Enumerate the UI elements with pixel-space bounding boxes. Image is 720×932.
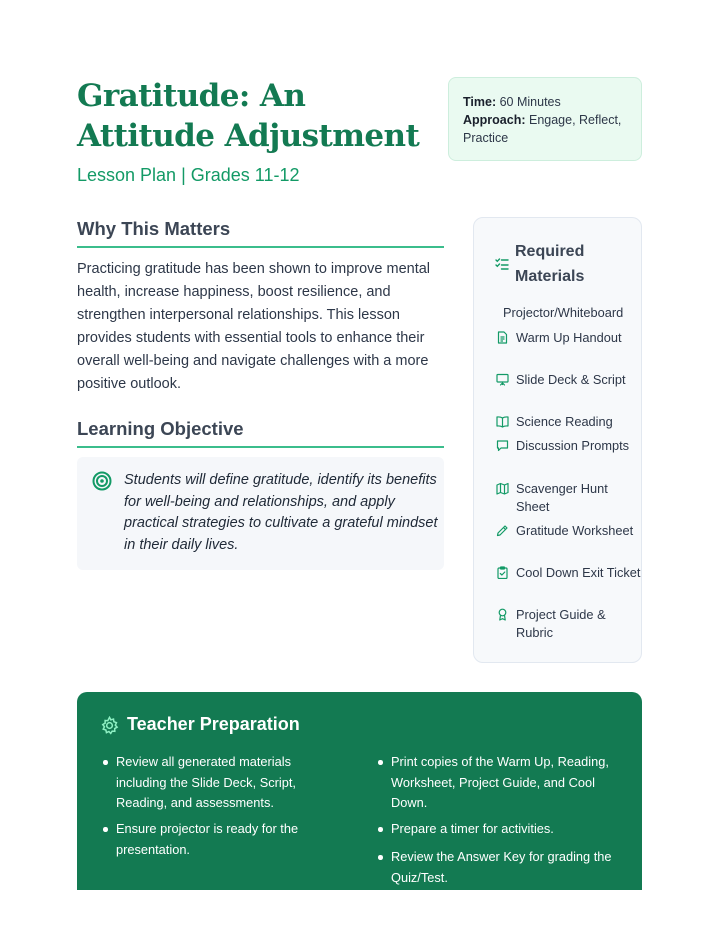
material-label: Gratitude Worksheet (516, 523, 634, 538)
materials-card (473, 217, 642, 663)
objective-heading: Learning Objective (77, 418, 444, 448)
why-heading: Why This Matters (77, 218, 444, 248)
gear-icon (100, 716, 119, 735)
checklist-icon (495, 257, 509, 271)
material-label: Science Reading (516, 414, 613, 429)
prep-heading-label: Teacher Preparation (127, 714, 300, 734)
prep-item: Review all generated materials including the Slide Deck, Script, Reading, and assessments. (102, 752, 322, 814)
material-item-projector (503, 304, 623, 322)
lesson-meta-card (448, 77, 642, 161)
material-label: Cool Down Exit Ticket (516, 565, 641, 580)
prep-item: Review the Answer Key for grading the Quiz/Test. (377, 847, 627, 888)
pencil-icon (496, 524, 509, 537)
page-title: Gratitude: An Attitude Adjustment (77, 78, 420, 154)
book-open-icon (496, 415, 509, 428)
approach-label: Approach: (463, 113, 526, 127)
map-icon (496, 482, 509, 495)
presentation-icon (496, 373, 509, 386)
material-label: Projector/Whiteboard (503, 305, 624, 320)
material-label: Warm Up Handout (516, 330, 622, 345)
document-icon (496, 331, 509, 344)
objective-box (77, 457, 444, 570)
why-body: Practicing gratitude has been shown to improve mental health, increase happiness, boost resilience, and strengthen interpersonal relationships. This lesson provides students with essential tools to enhance their overall well-being and navigate challenges with a more positive outlook. (77, 261, 431, 392)
approach-row (463, 111, 627, 147)
materials-heading-label: Required Materials (515, 243, 585, 285)
prep-item: Prepare a timer for activities. (377, 819, 627, 840)
material-label: Scavenger Hunt Sheet (516, 481, 608, 514)
material-label: Slide Deck & Script (516, 372, 626, 387)
approach-value: Engage, Reflect, Practice (463, 113, 622, 145)
prep-item: Ensure projector is ready for the presentation. (102, 819, 322, 860)
time-value: 60 Minutes (499, 95, 561, 109)
teacher-preparation-panel (77, 692, 642, 890)
material-label: Discussion Prompts (516, 438, 630, 453)
time-row (463, 93, 627, 111)
objective-text: Students will define gratitude, identify its benefits for well-being and relationships, and apply practical strategies to cultivate a grateful mindset in their daily lives. (124, 472, 438, 553)
time-label: Time: (463, 95, 497, 109)
chat-icon (496, 439, 509, 452)
page-subtitle: Lesson Plan | Grades 11-12 (77, 165, 300, 185)
clipboard-check-icon (496, 566, 509, 579)
material-label: Project Guide & Rubric (516, 607, 606, 640)
prep-item: Print copies of the Warm Up, Reading, Worksheet, Project Guide, and Cool Down. (377, 752, 627, 814)
target-icon (92, 471, 112, 491)
award-icon (496, 608, 509, 621)
